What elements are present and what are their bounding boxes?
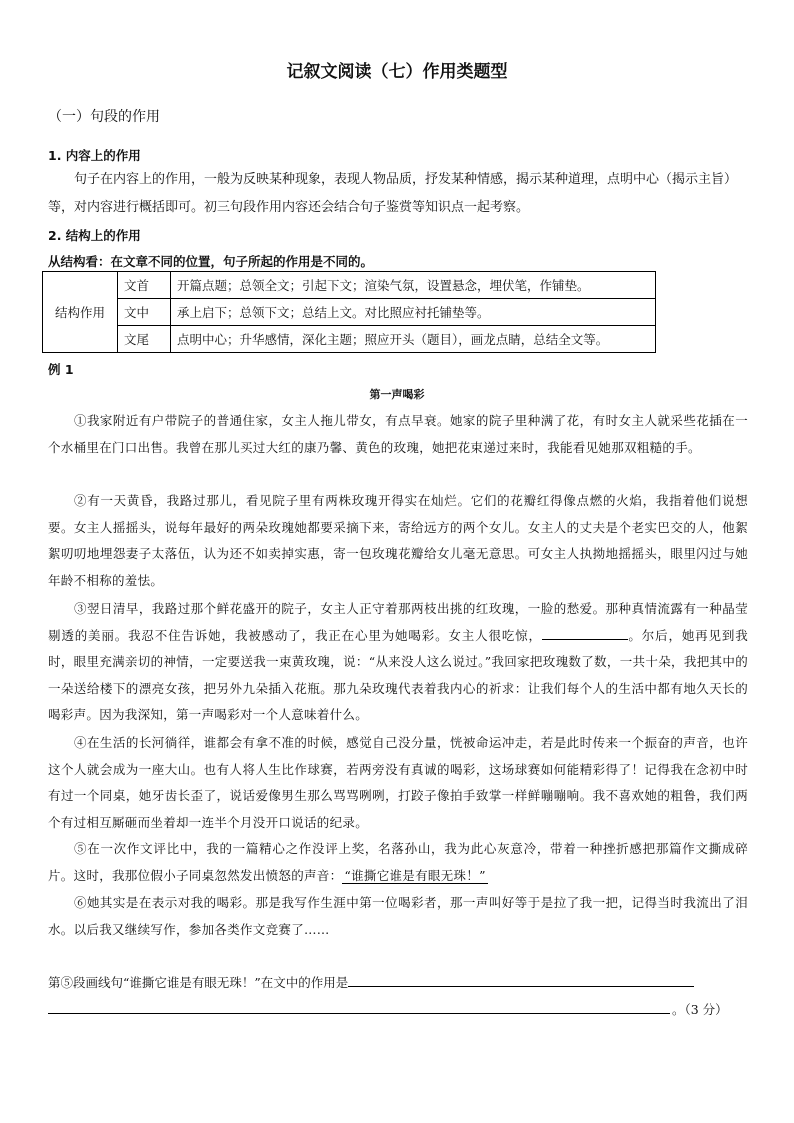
table-cell-function: 开篇点题；总领全文；引起下文；渲染气氛，设置悬念，埋伏笔，作铺垫。 — [171, 272, 656, 299]
story-paragraph-5 — [48, 836, 748, 889]
table-row — [43, 272, 656, 299]
section-heading: （一）句段的作用 — [48, 109, 160, 125]
paragraph-text: ④在生活的长河徜徉，谁都会有拿不准的时候，感觉自己没分量，恍被命运冲走，若是此时传来一个振奋的声音，也许这个人就会成为一座大山。也有人将人生比作球赛，若两旁没有真诚的喝彩，这场球赛如何能精彩得了！记得我在念初中时有过一个同桌，她牙齿长歪了，说话爱像男生那么骂骂咧咧，打跤子像拍手致掌一样鲜嘣嘣响。我不喜欢她的粗鲁，我们两个有过相互厮砸而坐着却一连半个月没开口说话的纪录。 — [48, 735, 748, 830]
paragraph-text: ⑥她其实是在表示对我的喝彩。那是我写作生涯中第一位喝彩者，那一声叫好等于是拉了我一把，记得当时我流出了泪水。以后我又继续写作，参加各类作文竞赛了…… — [48, 895, 748, 937]
underlined-sentence: “谁撕它谁是有眼无珠！” — [344, 867, 486, 883]
page-title: 记叙文阅读（七）作用类题型 — [286, 62, 508, 82]
answer-blank[interactable] — [542, 625, 628, 640]
story-paragraph-2 — [48, 488, 748, 594]
paragraph-text-part: ⑤在一次作文评比中，我的一篇精心之作没评上奖，名落孙山，我为此心灰意冷，带着一种挫折感把那篇作文撕成碎片。这时，我那位假小子同桌忽然发出愤怒的声音： — [48, 841, 748, 883]
answer-line[interactable] — [348, 972, 694, 987]
table-row — [43, 326, 656, 353]
question — [48, 972, 748, 991]
paragraph-text — [48, 596, 748, 729]
answer-line[interactable] — [48, 1012, 670, 1014]
structure-note: 从结构看：在文章不同的位置，句子所起的作用是不同的。 — [48, 254, 374, 269]
table-row-header: 结构作用 — [43, 272, 118, 353]
table-cell-position: 文尾 — [118, 326, 171, 353]
story-paragraph-4 — [48, 730, 748, 836]
question-text: 第⑤段画线句“谁撕它谁是有眼无珠！”在文中的作用是 — [48, 975, 349, 990]
story-paragraph-3 — [48, 596, 748, 729]
subheading-structure-role: 2. 结构上的作用 — [48, 228, 141, 243]
story-title: 第一声喝彩 — [369, 388, 425, 401]
table-cell-function: 点明中心；升华感情，深化主题；照应开头（题目），画龙点睛，总结全文等。 — [171, 326, 656, 353]
structure-role-table — [42, 271, 656, 353]
table-row — [43, 299, 656, 326]
example-label: 例 1 — [48, 362, 74, 377]
paragraph-text — [48, 836, 748, 889]
story-paragraph-1 — [48, 408, 748, 461]
paragraph-text: ②有一天黄昏，我路过那儿，看见院子里有两株玫瑰开得实在灿烂。它们的花瓣红得像点燃的火焰，我指着他们说想要。女主人摇摇头，说每年最好的两朵玫瑰她都要采摘下来，寄给远方的两个女儿。女主人的丈夫是个老实巴交的人，他絮絮叨叨地埋怨妻子太落伍，认为还不如卖掉实惠，寄一包玫瑰花瓣给女儿毫无意思。可女主人执拗地摇摇头，眼里闪过与她年龄不相称的羞怯。 — [48, 493, 748, 588]
table-cell-function: 承上启下；总领下文；总结上文。对比照应衬托铺垫等。 — [171, 299, 656, 326]
paragraph-text-part: ③翌日清早，我路过那个鲜花盛开的院子，女主人正守着那两枝出挑的红玫瑰，一脸的愁爱。那种真情流露有一种晶莹剔透的美丽。我忍不住告诉她，我被感动了，我正在心里为她喝彩。女主人很吃惊， — [48, 601, 748, 643]
content-role-text: 句子在内容上的作用，一般为反映某种现象，表现人物品质，抒发某种情感，揭示某种道理，点明中心（揭示主旨）等，对内容进行概括即可。初三句段作用内容还会结合句子鉴赏等知识点一起考察。 — [48, 172, 738, 215]
paragraph-text: ①我家附近有户带院子的普通住家，女主人拖儿带女，有点早衰。她家的院子里种满了花，有时女主人就采些花插在一个水桶里在门口出售。我曾在那儿买过大红的康乃馨、黄色的玫瑰，她把花束递过来时，我能看见她那双粗糙的手。 — [48, 413, 748, 455]
subheading-content-role: 1. 内容上的作用 — [48, 148, 141, 163]
table-cell-position: 文中 — [118, 299, 171, 326]
question-score: 。（3 分） — [672, 1002, 728, 1017]
paragraph-text-part: 。尔后，她再见到我时，眼里充满亲切的神情，一定要送我一束黄玫瑰，说：“从来没人这么说过。”我回家把玫瑰数了数，一共十朵，我把其中的一朵送给楼下的漂亮女孩，把另外九朵插入花瓶。那九朵玫瑰代表着我内心的祈求：让我们每个人的生活中都有地久天长的喝彩声。因为我深知，第一声喝彩对一个人意味着什么。 — [48, 627, 749, 722]
story-paragraph-6 — [48, 890, 748, 943]
table-cell-position: 文首 — [118, 272, 171, 299]
